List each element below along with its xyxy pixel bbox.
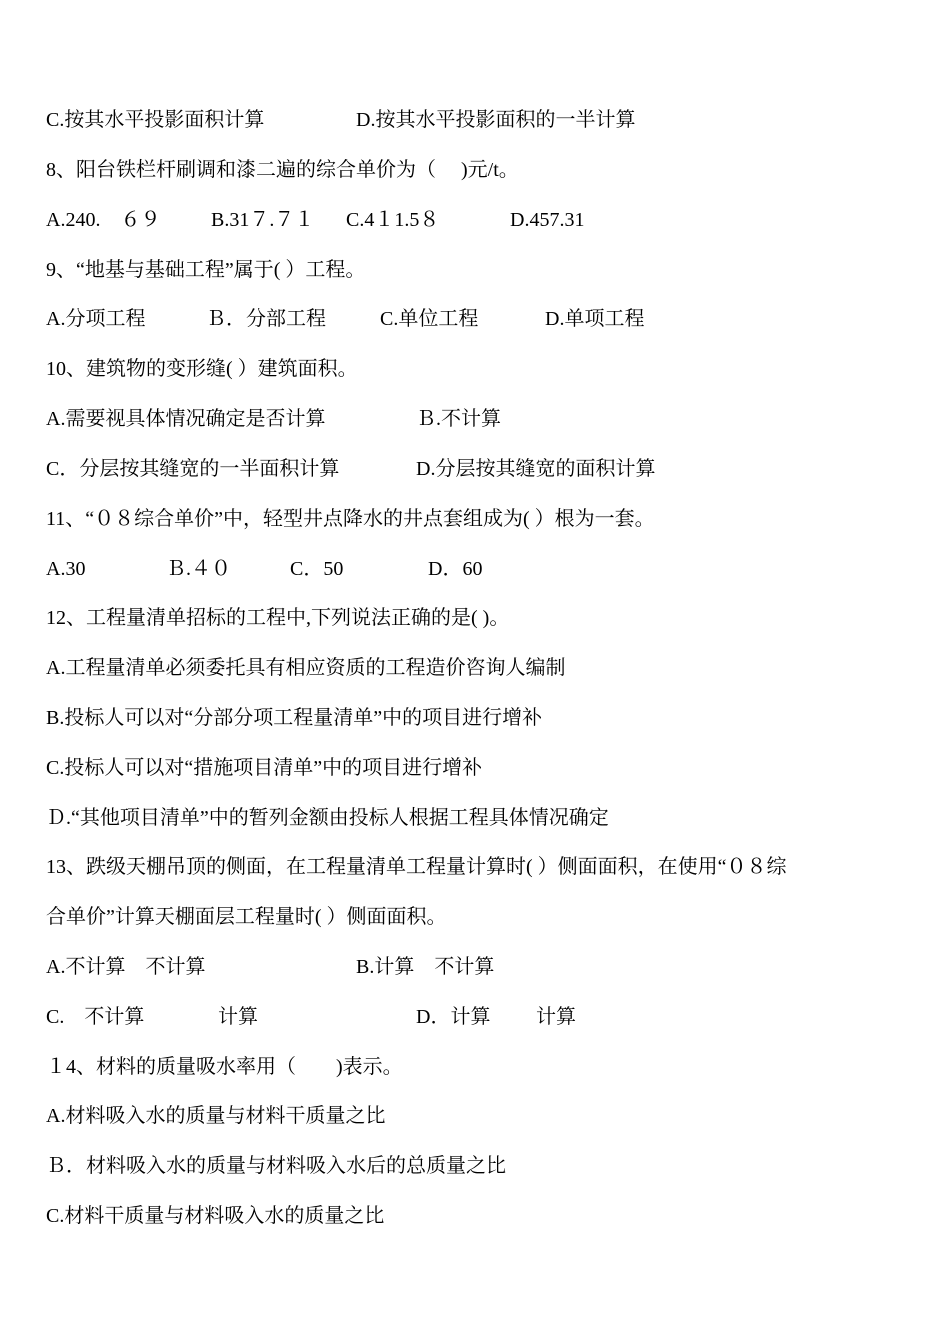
option-c: C.按其水平投影面积计算 xyxy=(46,109,265,131)
option-d: D.单项工程 xyxy=(545,308,645,330)
option-d: D．计算 xyxy=(416,1006,491,1028)
option-c-second: 计算 xyxy=(218,1006,258,1028)
option-a: A.不计算 不计算 xyxy=(46,956,206,978)
option-c: C. 不计算 xyxy=(46,1006,145,1028)
option-a: A.240. ６９ xyxy=(46,209,161,231)
question-text: 10、建筑物的变形缝( ）建筑面积。 xyxy=(46,358,358,380)
option-d: D.分层按其缝宽的面积计算 xyxy=(416,458,656,480)
option-b: B.计算 不计算 xyxy=(356,956,495,978)
question-text-continued: 合单价”计算天棚面层工程量时( ）侧面面积。 xyxy=(46,906,447,928)
option-b: Ｂ．材料吸入水的质量与材料吸入水后的总质量之比 xyxy=(46,1155,506,1177)
option-b: B.31７.７１ xyxy=(211,209,315,231)
question-text: 9、“地基与基础工程”属于( ）工程。 xyxy=(46,259,366,281)
option-c: C.单位工程 xyxy=(380,308,479,330)
option-c: C.4１1.5８ xyxy=(346,209,440,231)
option-c: C.投标人可以对“措施项目清单”中的项目进行增补 xyxy=(46,757,483,779)
option-b: Ｂ．分部工程 xyxy=(206,308,326,330)
question-text: 8、阳台铁栏杆刷调和漆二遍的综合单价为（ )元/t。 xyxy=(46,159,519,181)
option-c: C．50 xyxy=(290,558,344,580)
option-d-second: 计算 xyxy=(536,1006,576,1028)
option-a: A.需要视具体情况确定是否计算 xyxy=(46,408,326,430)
option-a: A.材料吸入水的质量与材料干质量之比 xyxy=(46,1105,386,1127)
question-text: 12、工程量清单招标的工程中,下列说法正确的是( )。 xyxy=(46,607,510,629)
option-b: Ｂ.不计算 xyxy=(416,408,501,430)
option-d: D.457.31 xyxy=(510,209,585,231)
option-a: A.分项工程 xyxy=(46,308,146,330)
option-d: Ｄ.“其他项目清单”中的暂列金额由投标人根据工程具体情况确定 xyxy=(46,807,609,829)
option-d: D.按其水平投影面积的一半计算 xyxy=(356,109,636,131)
option-c: C．分层按其缝宽的一半面积计算 xyxy=(46,458,340,480)
question-text: 11、“０８综合单价”中，轻型井点降水的井点套组成为( ）根为一套。 xyxy=(46,508,655,530)
question-text: １4、材料的质量吸水率用（ )表示。 xyxy=(46,1056,403,1078)
option-a: A.工程量清单必须委托具有相应资质的工程造价咨询人编制 xyxy=(46,657,566,679)
option-b: B.投标人可以对“分部分项工程量清单”中的项目进行增补 xyxy=(46,707,543,729)
option-c: C.材料干质量与材料吸入水的质量之比 xyxy=(46,1205,385,1227)
question-text: 13、跌级天棚吊顶的侧面，在工程量清单工程量计算时( ）侧面面积，在使用“０８综 xyxy=(46,856,787,878)
option-a: A.30 xyxy=(46,558,86,580)
option-b: Ｂ.４０ xyxy=(166,558,231,580)
option-d: D．60 xyxy=(428,558,483,580)
